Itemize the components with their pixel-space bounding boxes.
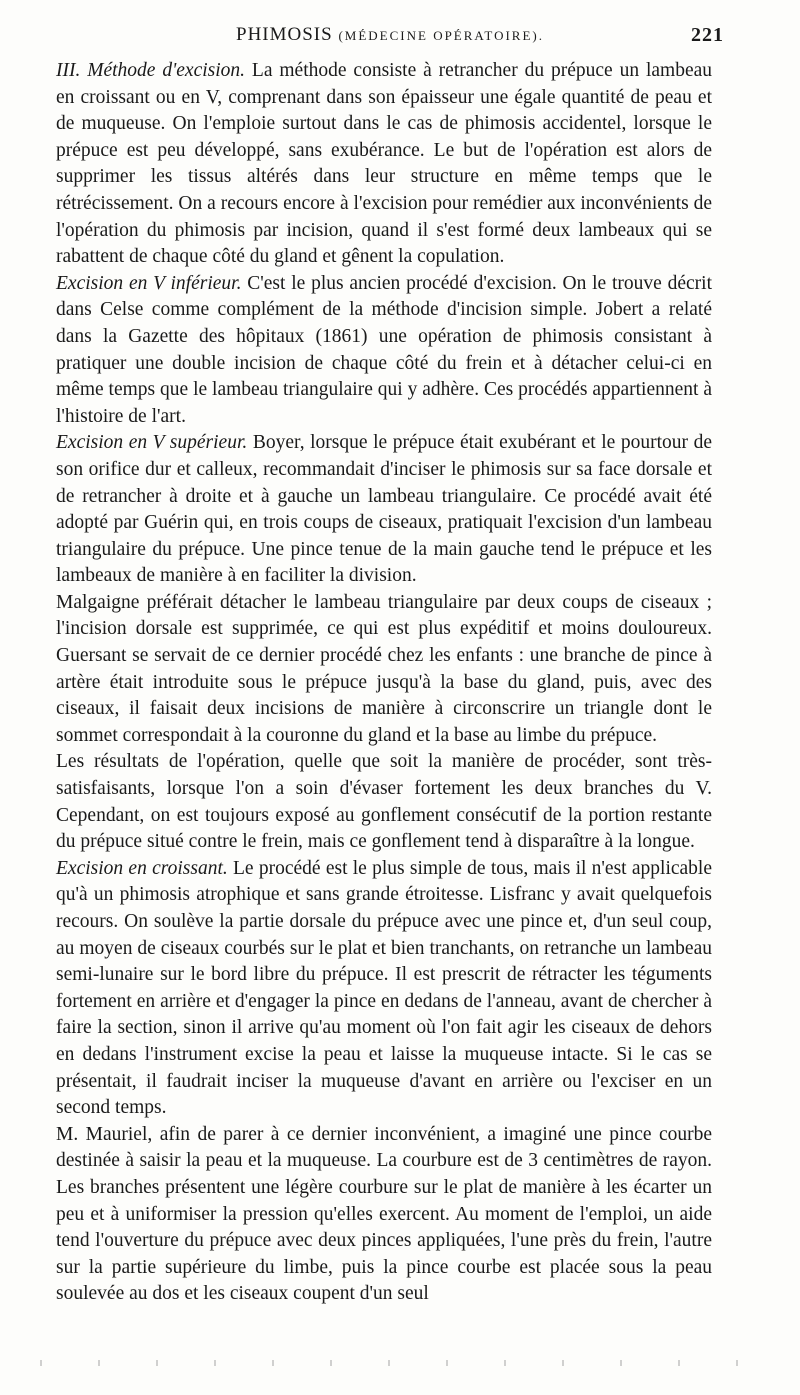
paragraph-text: C'est le plus ancien procédé d'excision. On le trouve décrit dans Celse comme complément de la méthode d'incision simple. Jobert a relaté dans la Gazette des hôpitaux (1861) une opération de phimosis consistant à pratiquer une double incision de chaque côté du frein et à détacher celui-ci en même temps que le lambeau triangulaire qui y adhère. Ces procédés appartiennent à l'histoire de l'art. [56, 272, 712, 427]
page-number: 221 [691, 24, 724, 46]
running-title-main: PHIMOSIS [236, 24, 333, 45]
paragraph [56, 1122, 712, 1308]
running-head [56, 24, 724, 52]
running-title-sub: (MÉDECINE OPÉRATOIRE). [338, 28, 544, 43]
print-specks-decoration [40, 1360, 740, 1366]
body-text [56, 58, 712, 1308]
paragraph [56, 856, 712, 1122]
paragraph [56, 271, 712, 431]
paragraph [56, 430, 712, 590]
paragraph-text: M. Mauriel, afin de parer à ce dernier inconvénient, a imaginé une pince courbe destinée à saisir la peau et la muqueuse. La courbure est de 3 centimètres de rayon. Les branches présentent une légère courbure sur le plat de manière à les écarter un peu et à uniformiser la pression qu'elles exercent. Au moment de l'emploi, un aide tend l'ouverture du prépuce avec deux pinces appliquées, l'une près du frein, l'autre sur la partie supérieure du limbe, puis la pince courbe est placée sous la peau soulevée au dos et les ciseaux coupent d'un seul [56, 1123, 712, 1305]
paragraph-lead: Excision en V supérieur. [56, 432, 248, 454]
paragraph-text: Le procédé est le plus simple de tous, mais il n'est applicable qu'à un phimosis atrophique et sans grande étroitesse. Lisfranc y avait quelquefois recours. On soulève la partie dorsale du prépuce avec une pince et, d'un seul coup, au moyen de ciseaux courbés sur le plat et bien tranchants, on retranche un lambeau semi-lunaire sur le bord libre du prépuce. Il est prescrit de rétracter les téguments fortement en arrière et d'engager la pince en dedans de l'anneau, avant de chercher à faire la section, sinon il arrive qu'au moment où l'on fait agir les ciseaux de dehors en dedans l'instrument excise la peau et laisse la muqueuse intacte. Si le cas se présentait, il faudrait inciser la muqueuse d'avant en arrière ou l'exciser en un second temps. [56, 857, 712, 1119]
paragraph-text: Les résultats de l'opération, quelle que soit la manière de procéder, sont très-satisfaisants, lorsque l'on a soin d'évaser fortement les deux branches du V. Cependant, on est toujours exposé au gonflement consécutif de la portion restante du prépuce situé contre le frein, mais ce gonflement tend à disparaître à la longue. [56, 751, 712, 853]
paragraph [56, 58, 712, 271]
paragraph-text: Boyer, lorsque le prépuce était exubérant et le pourtour de son orifice dur et calleux, recommandait d'inciser le phimosis sur sa face dorsale et de retrancher à droite et à gauche un lambeau triangulaire. Ce procédé avait été adopté par Guérin qui, en trois coups de ciseaux, pratiquait l'excision d'un lambeau triangulaire du prépuce. Une pince tenue de la main gauche tend le prépuce et les lambeaux de manière à en faciliter la division. [56, 432, 712, 587]
paragraph-text: Malgaigne préférait détacher le lambeau triangulaire par deux coups de ciseaux ; l'incision dorsale est supprimée, ce qui est plus expéditif et moins douloureux. Guersant se servait de ce dernier procédé chez les enfants : une branche de pince à artère était introduite sous le prépuce jusqu'à la base du gland, puis, avec des ciseaux, il faisait deux incisions de manière à circonscrire un triangle dont le sommet correspondait à la couronne du gland et la base au limbe du prépuce. [56, 591, 712, 746]
paragraph-text: La méthode consiste à retrancher du prépuce un lambeau en croissant ou en V, comprenant dans son épaisseur une égale quantité de peau et de muqueuse. On l'emploie surtout dans le cas de phimosis accidentel, lorsque le prépuce est peu développé, sans exubérance. Le but de l'opération est alors de supprimer les tissus altérés dans leur structure en même temps que le rétrécissement. On a recours encore à l'excision pour remédier aux inconvénients de l'opération du phimosis par incision, quand il s'est formé deux lambeaux qui se rabattent de chaque côté du gland et gênent la copulation. [56, 60, 713, 268]
paragraph-lead: Excision en croissant. [56, 857, 228, 879]
paragraph [56, 749, 712, 855]
paragraph-lead: III. Méthode d'excision. [56, 60, 246, 81]
paragraph [56, 590, 712, 750]
paragraph-lead: Excision en V inférieur. [56, 272, 242, 294]
running-title [56, 24, 724, 46]
